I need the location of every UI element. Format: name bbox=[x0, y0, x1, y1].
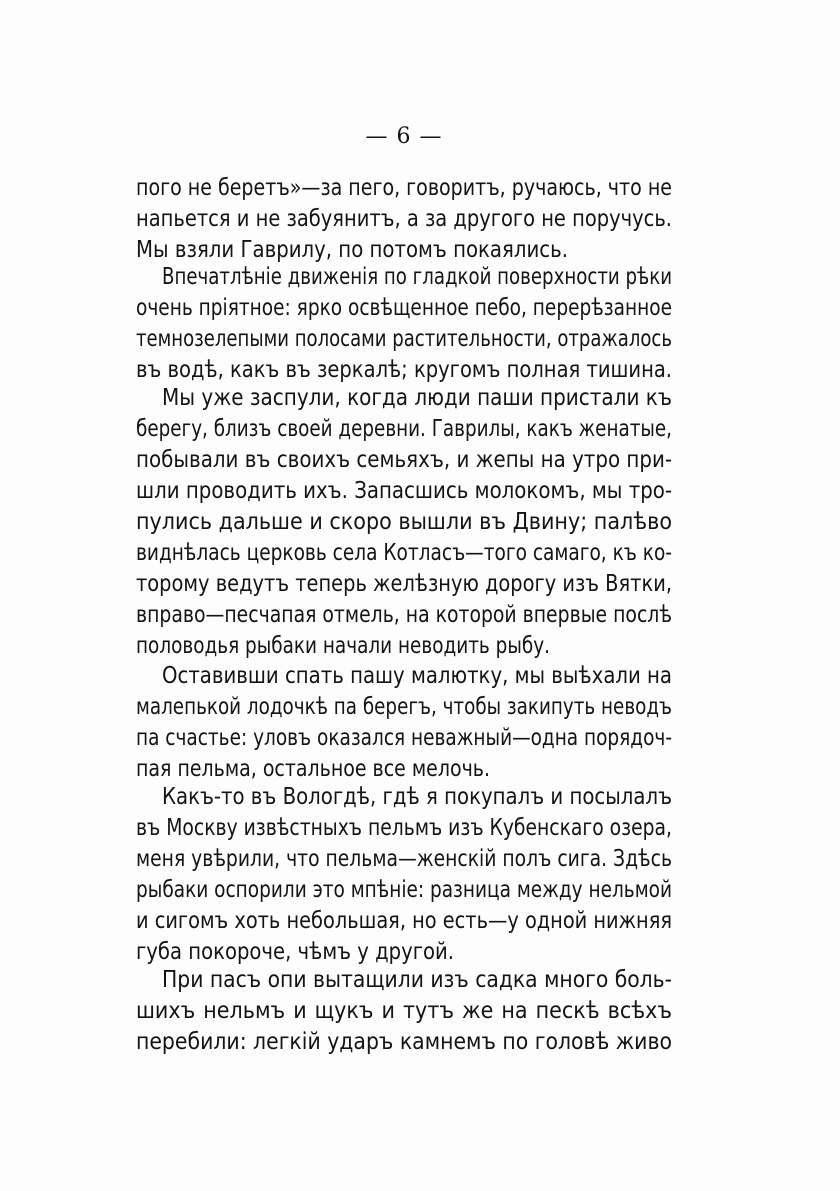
text-line: Оставивши спать пашу малютку, мы выѣхали на bbox=[162, 663, 672, 689]
text-line: пого не беретъ»—за пего, говоритъ, ручаюсь, что не bbox=[136, 175, 672, 201]
text-line: меня увѣрили, что пельма—женскій полъ сига. Здѣсь bbox=[136, 846, 672, 872]
text-line: виднѣлась церковь села Котласъ—того самаго, къ ко- bbox=[136, 540, 672, 566]
text-line: малепькой лодочкѣ па берегъ, чтобы закипуть неводъ bbox=[136, 694, 672, 720]
text-line: и сигомъ хоть небольшая, но есть—у одной нижняя bbox=[136, 908, 672, 934]
text-line: шихъ нельмъ и щукъ и тутъ же на пескѣ всѣхъ bbox=[136, 998, 672, 1024]
text-line: половодья рыбаки начали неводить рыбу. bbox=[136, 633, 550, 659]
text-line: Какъ-то въ Вологдѣ, гдѣ я покупалъ и посылалъ bbox=[162, 784, 672, 810]
text-line: напьется и не забуянитъ, а за другого не поручусь. bbox=[136, 206, 672, 232]
text-line: побывали въ своихъ семьяхъ, и жепы на утро при- bbox=[136, 447, 672, 473]
page-number: — 6 — bbox=[365, 124, 443, 149]
text-line: въ водѣ, какъ въ зеркалѣ; кругомъ полная тишина. bbox=[136, 357, 672, 383]
text-line: губа покороче, чѣмъ у другой. bbox=[136, 939, 454, 965]
text-line: темнозелепыми полосами растительности, отражалось bbox=[136, 326, 672, 352]
text-line: Впечатлѣніе движенія по гладкой поверхности рѣки bbox=[162, 264, 672, 290]
text-line: торому ведутъ теперь желѣзную дорогу изъ Вятки, bbox=[136, 571, 672, 597]
text-line: перебили: легкій ударъ камнемъ по головѣ живо bbox=[136, 1029, 672, 1055]
text-line: пая пельма, остальное все мелочь. bbox=[136, 756, 490, 782]
text-line: Мы взяли Гаврилу, по потомъ покаялись. bbox=[136, 237, 568, 263]
text-line: шли проводить ихъ. Запасшись молокомъ, мы тро- bbox=[136, 478, 672, 504]
text-line: въ Москву извѣстныхъ пельмъ изъ Кубенскаго озера, bbox=[136, 815, 672, 841]
text-line: вправо—песчапая отмель, на которой впервые послѣ bbox=[136, 602, 672, 628]
text-line: очень пріятное: ярко освѣщенное пебо, перерѣзанное bbox=[136, 295, 672, 321]
text-line: Мы уже заспули, когда люди паши пристали къ bbox=[162, 385, 672, 411]
text-line: При пасъ опи вытащили изъ садка много боль- bbox=[162, 967, 672, 993]
text-line: берегу, близъ своей деревни. Гаврилы, какъ женатые, bbox=[136, 416, 672, 442]
text-line: пулись дальше и скоро вышли въ Двину; палѣво bbox=[136, 509, 672, 535]
text-line: па счастье: уловъ оказался неважный—одна порядоч- bbox=[136, 725, 672, 751]
text-line: рыбаки оспорили это мпѣніе: разница между нельмой bbox=[136, 877, 672, 903]
